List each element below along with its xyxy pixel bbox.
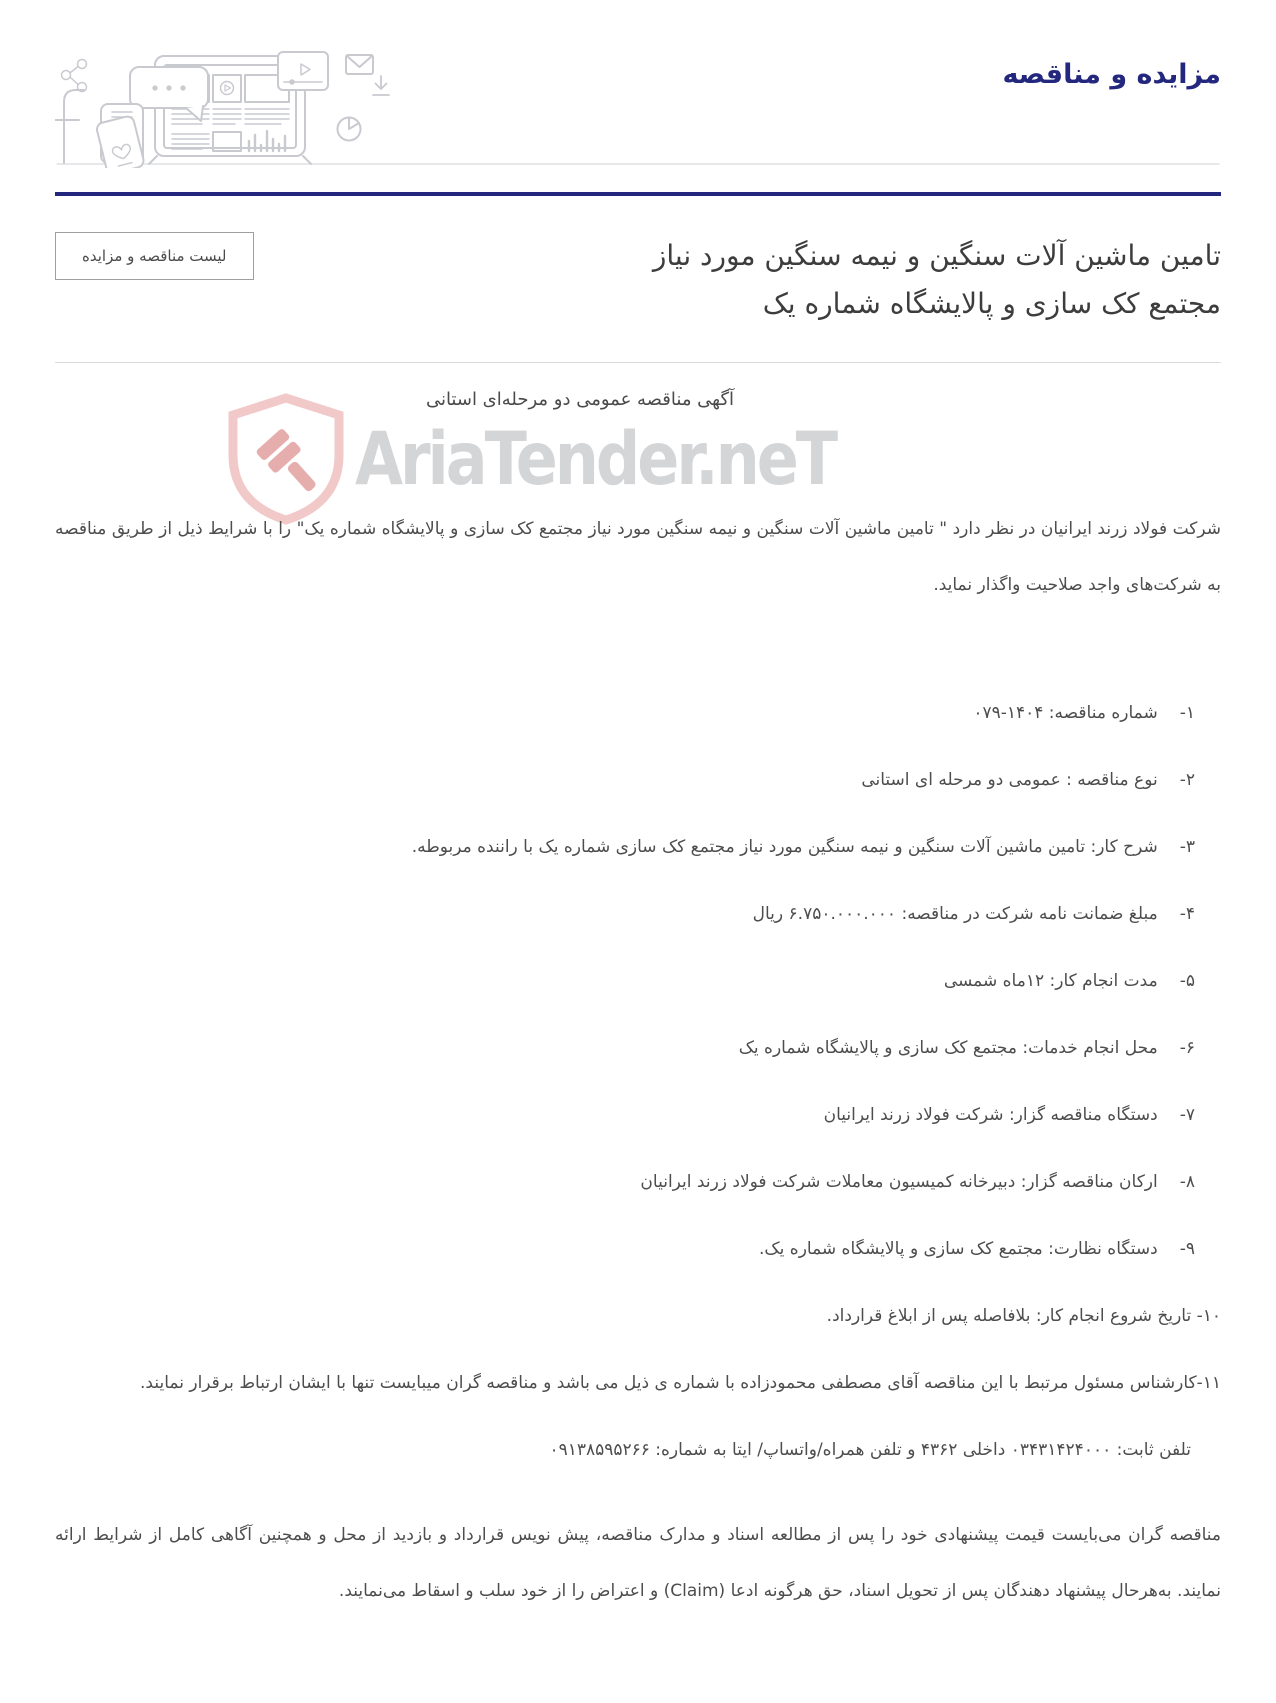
page-header	[55, 0, 1221, 168]
clause-item	[55, 1036, 1221, 1060]
article-title: تامین ماشین آلات سنگین و نیمه سنگین مورد نیاز مجتمع کک سازی و پالایشگاه شماره یک	[652, 239, 1221, 320]
clause-text: نوع مناقصه : عمومی دو مرحله ای استانی	[861, 770, 1158, 790]
clause-item	[55, 835, 1221, 859]
clause-item	[55, 1170, 1221, 1194]
download-icon	[373, 76, 389, 95]
notice-subtitle: آگهی مناقصه عمومی دو مرحله‌ای استانی	[425, 389, 735, 410]
share-icon	[62, 60, 87, 92]
clause-text: شرح کار: تامین ماشین آلات سنگین و نیمه سنگین مورد نیاز مجتمع کک سازی شماره یک با راننده مربوطه.	[411, 837, 1158, 857]
clause-item	[55, 1237, 1221, 1261]
clauses-list	[55, 701, 1221, 1261]
clause-item-10: ۱۰- تاریخ شروع انجام کار: بلافاصله پس از ابلاغ قرارداد.	[826, 1306, 1221, 1326]
clause-number: ۱-	[1179, 703, 1195, 723]
clause-item	[55, 768, 1221, 792]
title-row	[55, 232, 1221, 328]
clause-number: ۹-	[1179, 1239, 1195, 1259]
notice-header	[55, 363, 1221, 502]
intro-paragraph: شرکت فولاد زرند ایرانیان در نظر دارد " تامین ماشین آلات سنگین و نیمه سنگین مورد نیاز مجتمع کک سازی و پالایشگاه شماره یک" را با شرایط ذیل از طریق مناقصه به شرکت‌های واجد صلاحیت واگذار نماید.	[55, 519, 1221, 595]
closing-paragraph: مناقصه گران می‌بایست قیمت پیشنهادی خود را پس از مطالعه اسناد و مدارک مناقصه، پیش نویس قرارداد و بازدید از محل و همچنین آگاهی کامل از شرایط ارائه نمایند. به‌هرحال پیشنهاد دهندگان پس از تحویل اسناد، حق هرگونه ادعا (Claim) و اعتراض را از خود سلب و اسقاط می‌نمایند.	[55, 1525, 1221, 1601]
clause-item	[55, 969, 1221, 993]
pie-chart-icon	[338, 118, 361, 141]
clause-item	[55, 1103, 1221, 1127]
video-player-icon	[278, 52, 328, 90]
phone-icon	[96, 104, 145, 168]
clause-text: شماره مناقصه: ۱۴۰۴-۰۷۹	[973, 703, 1158, 723]
clause-text: مدت انجام کار: ۱۲ماه شمسی	[943, 971, 1158, 991]
clause-number: ۴-	[1179, 904, 1195, 924]
clause-number: ۸-	[1179, 1172, 1195, 1192]
watermark-brand-text: AriaTender.neT	[355, 415, 836, 502]
tender-list-button[interactable]: لیست مناقصه و مزایده	[55, 232, 254, 280]
page-title: مزایده و مناقصه	[1002, 59, 1221, 90]
clause-text: ارکان مناقصه گزار: دبیرخانه کمیسیون معاملات شرکت فولاد زرند ایرانیان	[640, 1172, 1158, 1192]
clause-number: ۶-	[1179, 1038, 1195, 1058]
contact-phone-line: تلفن ثابت: ۰۳۴۳۱۴۲۴۰۰۰ داخلی ۴۳۶۲ و تلفن همراه/واتساپ/ ایتا به شماره: ۰۹۱۳۸۵۹۵۲۶۶	[549, 1440, 1191, 1460]
clause-number: ۷-	[1179, 1105, 1195, 1125]
clause-text: دستگاه مناقصه گزار: شرکت فولاد زرند ایرانیان	[823, 1105, 1158, 1125]
clause-text: دستگاه نظارت: مجتمع کک سازی و پالایشگاه شماره یک.	[759, 1239, 1158, 1259]
clause-number: ۳-	[1179, 837, 1195, 857]
clause-number: ۲-	[1179, 770, 1195, 790]
clause-text: محل انجام خدمات: مجتمع کک سازی و پالایشگاه شماره یک	[738, 1038, 1158, 1058]
clause-text: مبلغ ضمانت نامه شرکت در مناقصه: ۶.۷۵۰.۰۰۰.۰۰۰ ریال	[752, 904, 1158, 924]
clause-item	[55, 701, 1221, 725]
facebook-icon	[55, 90, 84, 163]
header-divider	[55, 192, 1221, 196]
clause-number: ۵-	[1179, 971, 1195, 991]
envelope-icon	[346, 55, 373, 74]
clause-item-11: ۱۱-کارشناس مسئول مرتبط با این مناقصه آقای مصطفی محمودزاده با شماره ی ذیل می باشد و مناقصه گران میبایست تنها با ایشان ارتباط برقرار نمایند.	[140, 1373, 1221, 1393]
clause-item	[55, 902, 1221, 926]
